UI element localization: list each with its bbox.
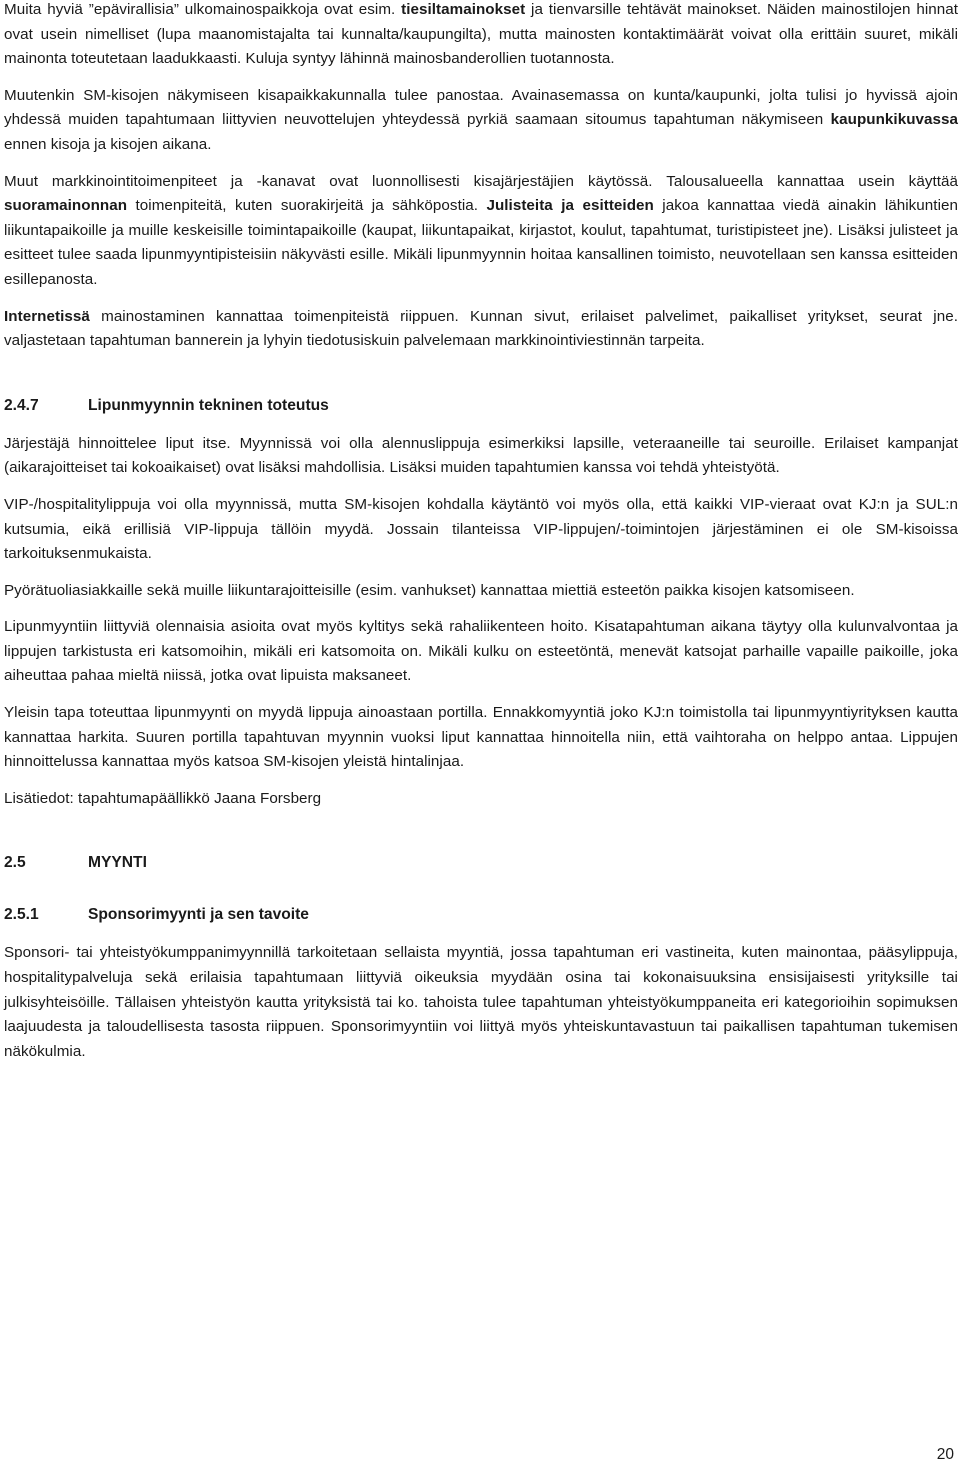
- bold-text: kaupunkikuvassa: [830, 111, 958, 129]
- paragraph-outdoor-ads: [4, 0, 958, 72]
- bold-text: tiesiltamainokset: [401, 1, 526, 18]
- paragraph-gate-sales: Yleisin tapa toteuttaa lipunmyynti on myydä lippuja ainoastaan portilla. Ennakkomyyntiä joko KJ:n toimistolla tai lipunmyyntiyrityksen kautta kannattaa harkita. Suuren portilla tapahtuvan myynnin vuoksi liput kannattaa hinnoitella niin, että vaihtoraha on helppo antaa. Lippujen hinnoittelussa kannattaa myös katsoa SM-kisojen yleistä hintalinjaa.: [4, 704, 958, 771]
- heading-2-4-7: [4, 394, 958, 418]
- text-run: Muut markkinointitoimenpiteet ja -kanavat ovat luonnollisesti kisajärjestäjien käytössä. Talousalueella kannattaa usein käyttää: [4, 172, 958, 190]
- text-run: Muutenkin SM-kisojen näkymiseen kisapaikkakunnalla tulee panostaa. Avainasemassa on kunta/kaupunki, jolta tulisi jo hyvissä ajoin yhdessä muiden tapahtumaan liittyvien neuvottelujen yhteydessä pyrkiä saamaan sitoumus tapahtuman näkymiseen: [4, 86, 958, 129]
- text-run: toimenpiteitä, kuten suorakirjeitä ja sähköpostia.: [127, 197, 487, 215]
- heading-number: 2.5.1: [4, 906, 39, 924]
- text-run: Muita hyviä ”epävirallisia” ulkomainospaikkoja ovat esim.: [4, 1, 402, 18]
- heading-title: MYYNTI: [88, 854, 147, 872]
- paragraph-vip: VIP-/hospitalitylippuja voi olla myynnissä, mutta SM-kisojen kohdalla käytäntö voi myös olla, että kaikki VIP-vieraat ovat KJ:n ja SUL:n kutsumia, eikä erillisiä VIP-lippuja tällöin myydä. Jossain tilanteissa VIP-lippujen/-toimintojen järjestäminen ei ole SM-kisoissa tarkoituksenmukaista.: [4, 495, 958, 563]
- heading-title: Lipunmyynnin tekninen toteutus: [88, 396, 329, 414]
- heading-number: 2.4.7: [4, 396, 39, 414]
- paragraph-contact-info: Lisätiedot: tapahtumapäällikkö Jaana Forsberg: [4, 789, 322, 807]
- paragraph-visibility: [4, 84, 958, 158]
- heading-2-5: [4, 851, 958, 875]
- text-run: mainostaminen kannattaa toimenpiteistä riippuen. Kunnan sivut, erilaiset palvelimet, paikalliset yritykset, seurat jne. valjastetaan tapahtuman bannerein ja lyhyin tiedotusiskuin palvelemaan markkinointiviestinnän tarpeita.: [4, 307, 958, 350]
- page-number: 20: [936, 1446, 954, 1463]
- text-run: ennen kisoja ja kisojen aikana.: [4, 135, 212, 153]
- paragraph-ticket-control: Lipunmyyntiin liittyviä olennaisia asioita ovat myös kyltitys sekä rahaliikenteen hoito. Kisatapahtuman aikana täytyy olla kulunvalvontaa ja lippujen tarkistusta eri katsomoihin, mikäli eri katsomoita on. Mikäli kulku on esteetöntä, menevät katsojat parhaille vapaille paikoille, joka aiheuttaa pahaa mieltä niissä, jotka ovat lipuista maksaneet.: [4, 618, 958, 685]
- paragraph-internet: [4, 305, 958, 354]
- heading-number: 2.5: [4, 854, 26, 872]
- paragraph-accessibility: Pyörätuoliasiakkaille sekä muille liikuntarajoitteisille (esim. vanhukset) kannattaa miettiä esteetön paikka kisojen katsomiseen.: [4, 581, 855, 599]
- heading-2-5-1: [4, 903, 958, 927]
- bold-text: suoramainonnan: [4, 197, 128, 215]
- heading-title: Sponsorimyynti ja sen tavoite: [88, 906, 309, 924]
- bold-text: Internetissä: [4, 307, 90, 325]
- text-run: jakoa kannattaa viedä ainakin lähikuntien liikuntapaikoille ja muille keskeisille toimintapaikoille (kaupat, liikuntapaikat, kirjastot, koulut, tapahtumat, turistipisteet jne). Lisäksi julisteet ja esitteet tulee saada lipunmyyntipisteisiin näkyvästi esille. Mikäli lipunmyynnin hoitaa kansallinen toimisto, neuvotellaan sen kanssa esitteiden esillepanosta.: [4, 197, 958, 288]
- page-content: [4, 0, 958, 1064]
- paragraph-marketing-channels: [4, 170, 958, 293]
- text-run: ja tienvarsille tehtävät mainokset. Näiden mainostilojen hinnat ovat usein nimelliset (lupa maanomistajalta tai kunnalta/kaupungilta), mutta mainosten kontaktimäärät voivat olla erittäin suuret, mikäli mainonta toteutetaan laadukkaasti. Kuluja syntyy lähinnä mainosbanderollien tuotannosta.: [4, 1, 959, 68]
- paragraph-pricing: Järjestäjä hinnoittelee liput itse. Myynnissä voi olla alennuslippuja esimerkiksi lapsille, veteraaneille tai seuroille. Erilaiset kampanjat (aikarajoitteiset tai kokoaikaiset) ovat lisäksi mahdollisia. Lisäksi muiden tapahtumien kanssa voi tehdä yhteistyötä.: [4, 434, 958, 477]
- paragraph-sponsorship: Sponsori- tai yhteistyökumppanimyynnillä tarkoitetaan sellaista myyntiä, jossa tapahtuman eri vastineita, kuten mainontaa, pääsylippuja, hospitalitypalveluja sekä erilaisia tapahtumaan liittyviä oikeuksia myydään osina tai kokonaisuuksina ensisijaisesti yrityksille tai julkisyhteisöille. Tällaisen yhteistyön kautta yrityksistä tai ko. tahoista tulee tapahtuman yhteistyökumppaneita eri kategorioihin sopimuksen laajuudesta ja taloudellisesta tasosta riippuen. Sponsorimyyntiin voi liittyä myös yhteiskuntavastuun tai paikallisen tapahtuman tukemisen näkökulmia.: [4, 944, 958, 1060]
- bold-text: Julisteita ja esitteiden: [486, 197, 654, 215]
